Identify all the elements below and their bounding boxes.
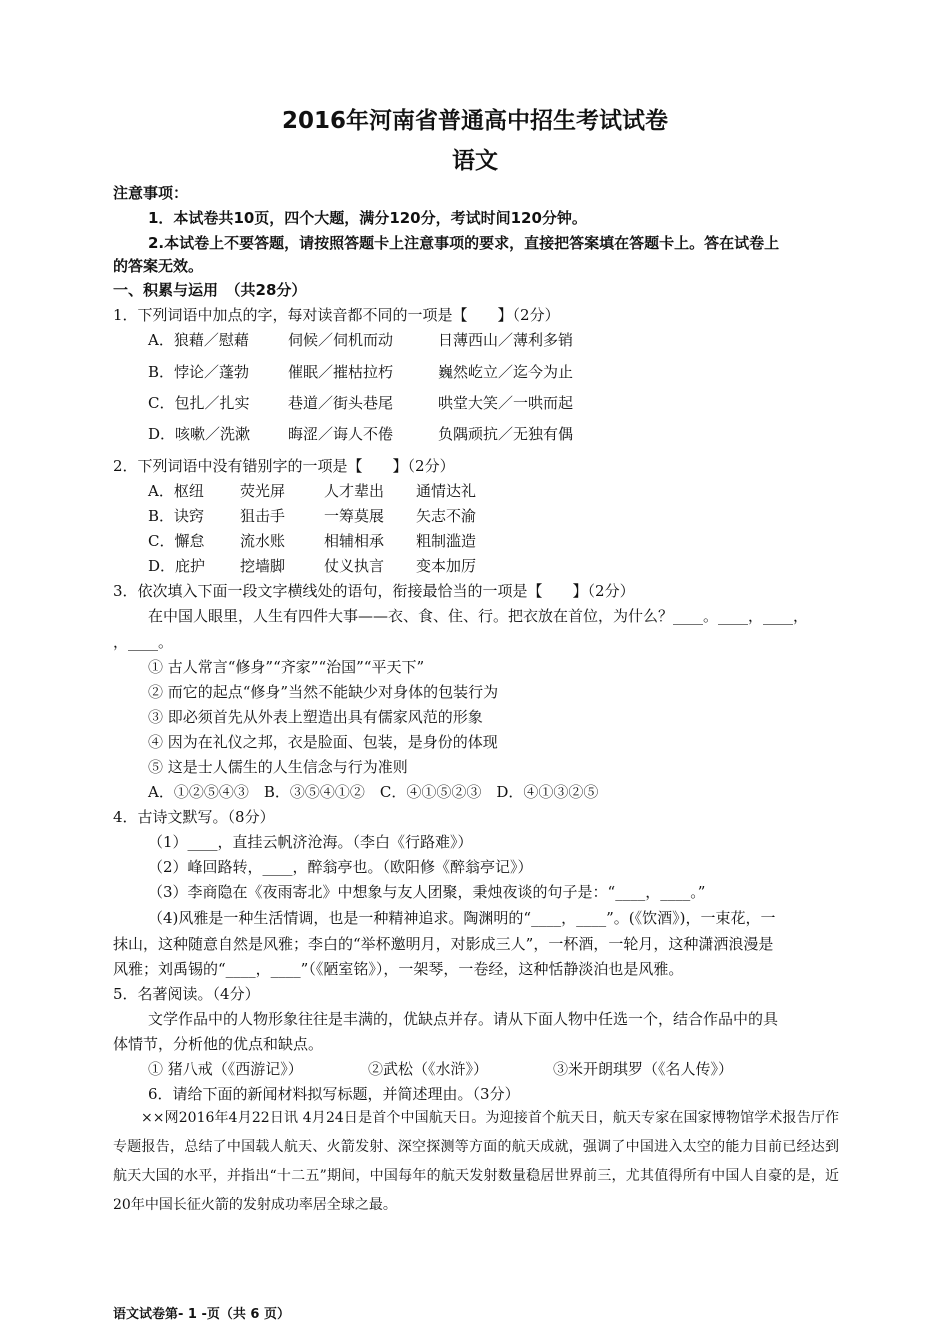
subject-title: 语文 xyxy=(452,148,498,174)
q3-item-3: ③ 即必须首先从外表上塑造出具有儒家风范的形象 xyxy=(148,708,483,726)
q1-option-d: D．咳嗽／洗漱 晦涩／诲人不倦 负隅顽抗／无独有偶 xyxy=(148,425,574,443)
q5-stem: 5．名著阅读。（4分） xyxy=(113,985,260,1003)
q5-para-b: 体情节，分析他的优点和缺点。 xyxy=(113,1035,324,1053)
q2-option-c: C．懈怠 流水账 相辅相承 粗制滥造 xyxy=(148,532,477,550)
q2-option-d: D．庇护 挖墙脚 仗义执言 变本加厉 xyxy=(148,557,477,575)
q3-passage-a: 在中国人眼里，人生有四件大事——衣、食、住、行。把衣放在首位，为什么？____。____，____， xyxy=(148,607,809,625)
q1-stem: 1．下列词语中加点的字，每对读音都不同的一项是【 】（2分） xyxy=(113,306,560,324)
q4-part-1: （1）____，直挂云帆济沧海。（李白《行路难》） xyxy=(148,833,473,851)
q5-choices: ① 猪八戒（《西游记》） ②武松（《水浒》） ③米开朗琪罗（《名人传》） xyxy=(148,1060,734,1078)
q3-item-2: ② 而它的起点“修身”当然不能缺少对身体的包装行为 xyxy=(148,683,499,701)
q3-item-1: ① 古人常言“修身”“齐家”“治国”“平天下” xyxy=(148,658,425,676)
q6-stem: 6．请给下面的新闻材料拟写标题，并简述理由。（3分） xyxy=(148,1085,520,1103)
q5-para-a: 文学作品中的人物形象往往是丰满的，优缺点并存。请从下面人物中任选一个，结合作品中的具 xyxy=(148,1010,779,1028)
q4-part-4a: （4)风雅是一种生活情调，也是一种精神追求。陶渊明的“____，____”。(《饮酒》)，一束花，一 xyxy=(148,909,776,927)
q4-part-2: （2）峰回路转，____，醉翁亭也。（欧阳修《醉翁亭记》） xyxy=(148,858,533,876)
notice-item-1: 1．本试卷共10页，四个大题，满分120分，考试时间120分钟。 xyxy=(148,209,587,227)
q4-part-4c: 风雅；刘禹锡的“____，____”（《陋室铭》），一架琴，一卷经，这种恬静淡泊也是风雅。 xyxy=(113,960,684,978)
q1-option-c: C．包扎／扎实 巷道／街头巷尾 哄堂大笑／一哄而起 xyxy=(148,394,574,412)
notice-item-2b: 的答案无效。 xyxy=(113,257,204,275)
q3-choices: A．①②⑤④③ B．③⑤④①② C．④①⑤②③ D．④①③②⑤ xyxy=(148,783,599,801)
section-heading: 一、积累与运用 （共28分） xyxy=(113,281,307,299)
q4-part-3: （3）李商隐在《夜雨寄北》中想象与友人团聚，秉烛夜谈的句子是：“____，____。” xyxy=(148,883,706,901)
q3-item-5: ⑤ 这是士人儒生的人生信念与行为准则 xyxy=(148,758,408,776)
q4-stem: 4．古诗文默写。（8分） xyxy=(113,808,275,826)
exam-title: 2016年河南省普通高中招生考试试卷 xyxy=(281,108,668,134)
q3-item-4: ④ 因为在礼仪之邦，衣是脸面、包装，是身份的体现 xyxy=(148,733,498,751)
q2-stem: 2．下列词语中没有错别字的一项是【 】（2分） xyxy=(113,457,455,475)
q1-option-b: B．悖论／蓬勃 催眠／摧枯拉朽 巍然屹立／迄今为止 xyxy=(148,363,574,381)
notice-label: 注意事项： xyxy=(113,184,189,202)
page-footer: 语文试卷第- 1 -页（共 6 页） xyxy=(113,1307,290,1322)
q1-option-a: A．狼藉／慰藉 伺候／伺机而动 日薄西山／薄利多销 xyxy=(148,331,574,349)
q3-passage-b: ，____。 xyxy=(113,633,174,651)
q3-stem: 3．依次填入下面一段文字横线处的语句，衔接最恰当的一项是【 】（2分） xyxy=(113,582,635,600)
q2-option-b: B．诀窍 狙击手 一筹莫展 矢志不渝 xyxy=(148,507,477,525)
q6-news: ××网2016年4月22日讯 4月24日是首个中国航天日。为迎接首个航天日，航天专家在国家博物馆学术报告厅作专题报告，总结了中国载人航天、火箭发射、深空探测等方面的航天成就，强调了中国进入太空的能力目前已经达到航天大国的水平，并指出“十二五”期间，中国每年的航天发射数量稳居世界前三，尤其值得所有中国人自豪的是，近20年中国长征火箭的发射成功率居全球之最。 xyxy=(113,1110,839,1213)
q2-option-a: A．枢纽 荧光屏 人才辈出 通情达礼 xyxy=(148,482,477,500)
q4-part-4b: 抹山，这种随意自然是风雅；李白的“举杯邀明月，对影成三人”，一杯酒，一轮月，这种潇洒浪漫是 xyxy=(113,935,774,953)
notice-item-2a: 2.本试卷上不要答题，请按照答题卡上注意事项的要求，直接把答案填在答题卡上。答在试卷上 xyxy=(148,234,780,252)
